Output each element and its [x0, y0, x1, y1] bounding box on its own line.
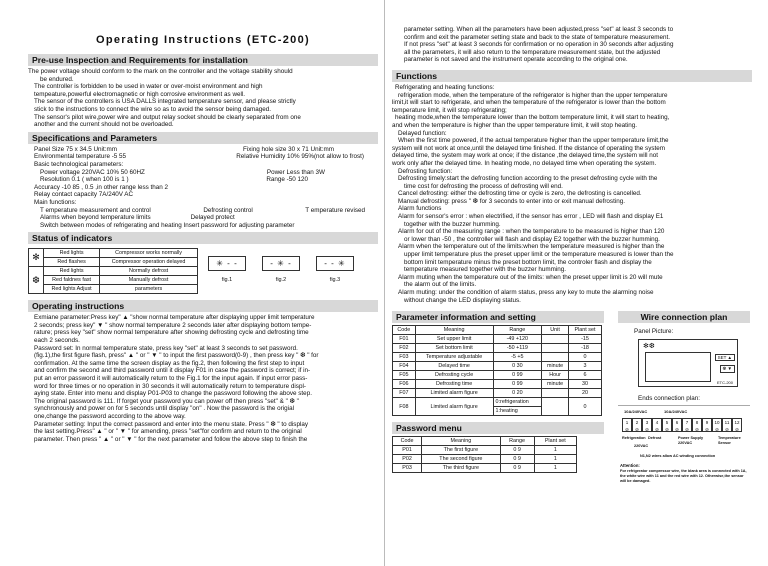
preuse-line: tempeature,powerful electromagnetic or high corrosive environment as well. — [34, 90, 246, 98]
terminal-label: 220VAC — [634, 444, 649, 449]
preuse-line: The sensor of the controllers is USA DALLS integrated temperature sensor, and please strictly — [34, 98, 296, 106]
column-header: Plant set — [569, 326, 602, 335]
table-cell: F02 — [393, 344, 416, 353]
table-row — [29, 249, 198, 258]
model-label: ETC-200 — [716, 379, 733, 385]
column-header: Code — [393, 437, 422, 446]
ends-diagram — [618, 405, 750, 494]
table-cell — [542, 389, 569, 398]
table-cell: F07 — [393, 389, 416, 398]
functions-heading: Functions — [392, 70, 752, 82]
functions-line: temperature measured together with the buzzer humming. — [404, 266, 567, 274]
table-cell: F08 — [393, 398, 416, 416]
operating-line: and confirm the second and third password until it display F01 in case the password is correct; if in- — [34, 367, 311, 375]
continuation-line: parameter is not saved and the instrument operate according to the original one. — [404, 56, 628, 64]
table-row — [393, 353, 602, 362]
terminal — [702, 418, 712, 432]
power: Power Less than 3W — [266, 168, 325, 176]
figure-1 — [208, 256, 246, 283]
table-cell: parameters — [100, 285, 198, 294]
table-cell: minute — [542, 362, 569, 371]
table-cell: F03 — [393, 353, 416, 362]
table-cell: Limited alarm figure — [415, 398, 493, 416]
table-cell: F04 — [393, 362, 416, 371]
functions-line: work only after the delayed time. In heating mode, no delayed time when operating the system. — [392, 159, 657, 167]
table-cell: F06 — [393, 380, 416, 389]
terminal-label: Defrost — [648, 436, 662, 441]
table-cell: The second figure — [422, 455, 500, 464]
screw-icon: ⊘ — [625, 427, 629, 433]
table-row — [393, 464, 577, 473]
function-item: Delayed protect — [190, 214, 235, 222]
lower-right — [392, 308, 752, 494]
table-row — [393, 380, 602, 389]
terminal — [652, 418, 662, 432]
accuracy: Accuracy -10 85 , 0.5 ,in other range less than 2 — [34, 183, 169, 191]
relay-capacity: Relay contact capacity 7A/240V AC — [34, 191, 134, 199]
functions-line: system will not work at once,until the delayed time finished. If the distance of operating the system — [392, 144, 666, 152]
terminal-number: 8 — [695, 420, 699, 426]
compressor-icon: ✻ — [29, 249, 44, 267]
param-area — [392, 308, 604, 494]
table-cell: Red lights — [44, 267, 100, 276]
screw-icon: ⊘ — [655, 427, 659, 433]
functions-line: Alarm for out of the measuring range : when the temperature to be measured is higher than 120 — [398, 228, 665, 236]
table-cell: Temperature adjustable — [415, 353, 493, 362]
defrost-down-button: ❆ ▼ — [720, 365, 735, 373]
functions-line: Refrigerating and heating functions: — [395, 83, 495, 91]
functions-line: bottom limit temperature minus the preset bottom limit, the controler flash and display the — [404, 258, 652, 266]
continuation-line: confirm and exit the parameter setting state and back to the state of temperature measurement. — [404, 33, 671, 41]
specs-body — [28, 146, 378, 230]
terminal — [732, 418, 742, 432]
continuation-line: parameter setting. When all the parameters have been adjusted,press "set" at least 3 seconds to — [404, 26, 674, 33]
wiring-note: N1,N2 wires allow AC winding connection — [640, 454, 716, 459]
table-cell: 1:heating — [493, 407, 542, 416]
humidity: Relative Humidity 10% 95%(not allow to frost) — [236, 153, 364, 161]
indicators-heading: Status of indicators — [28, 232, 378, 244]
terminal — [662, 418, 672, 432]
preuse-heading: Pre-use Inspection and Requirements for installation — [28, 54, 378, 66]
functions-line: Alarm when the temperature out of the limits:when the temperature measured is higher than the — [398, 243, 665, 251]
functions-line: Alarm muting when the temperature out of the limits: when the preset upper limit is 20 will mute — [398, 273, 663, 281]
params-heading: Parameter information and setting — [392, 311, 604, 323]
preuse-line: be endured. — [40, 75, 74, 83]
preuse-body — [28, 68, 378, 129]
functions-line: Cancel defrosting: either the defrosting time or cycle is zero, the defrosting is cancelled. — [398, 190, 642, 198]
screw-icon: ⊘ — [725, 427, 729, 433]
terminal-number: 11 — [724, 420, 730, 426]
table-cell: Delayed time — [415, 362, 493, 371]
table-cell: Defrosting cycle — [415, 371, 493, 380]
table-row — [29, 258, 198, 267]
right-continuation — [392, 26, 752, 64]
terminal-number: 9 — [705, 420, 709, 426]
terminal-strip — [622, 418, 742, 432]
table-cell: 0 99 — [493, 380, 542, 389]
functions-body — [392, 84, 752, 304]
table-row — [393, 371, 602, 380]
terminal-number: 10 — [714, 420, 720, 426]
screw-icon: ⊘ — [645, 427, 649, 433]
table-cell: Compressor operation delayed — [100, 258, 198, 267]
rating-label: 10A/240VAC — [624, 409, 648, 415]
figure-caption: fig.3 — [329, 277, 341, 284]
table-cell: 30 — [569, 380, 602, 389]
terminal — [712, 418, 722, 432]
indicators-table — [28, 248, 198, 294]
terminal-label: Temperature Sensor — [718, 436, 741, 445]
table-cell: Set bottom limit — [415, 344, 493, 353]
screw-icon: ⊘ — [735, 427, 739, 433]
operating-line: aying state. Enter into menu and display P01-P03 to change the password following the above step. — [34, 390, 312, 398]
functions-line: Delayed function: — [398, 129, 447, 137]
screw-icon: ⊘ — [665, 427, 669, 433]
figure-2 — [262, 256, 300, 283]
set-up-button: SET ▲ — [715, 354, 735, 361]
functions-line: Alarm functions — [398, 205, 442, 213]
attention-text: For refrigerator compressor wire, the blank area is connected with 1A, the white wire with 11 and the red wire with 12. Otherwise,the sensor will be damaged. — [620, 469, 747, 483]
fixing-hole: Fixing hole size 30 x 71 Unit:mm — [243, 145, 334, 153]
functions-line: time cost for defrosting the process of defrosting will end. — [404, 182, 563, 190]
column-header: Range — [493, 326, 542, 335]
functions-line: without change the LED displaying status. — [404, 296, 521, 304]
table-cell: 0 99 — [493, 371, 542, 380]
figure-caption: fig.1 — [221, 277, 233, 284]
display-figures — [208, 256, 354, 283]
preuse-line: The sensor's pilot wire,power wire and output relay socket should be clearly separated from one — [34, 113, 301, 121]
table-cell: Manually defrost — [100, 276, 198, 285]
table-cell: F05 — [393, 371, 416, 380]
table-cell: 0 9 — [500, 446, 534, 455]
display-window — [645, 352, 711, 382]
wiring-heading: Wire connection plan — [618, 311, 750, 323]
terminal-label: Refrigeration — [622, 436, 646, 441]
terminal-number: 1 — [625, 420, 629, 426]
defrost-icon: ❆ — [29, 267, 44, 294]
lcd-display: - - ✳ — [316, 256, 354, 271]
operating-line: the last setting.Press" ▲ " or " ▼ " for amending, press "set"for confirm and return to the original — [34, 428, 302, 436]
table-cell: 0 20 — [493, 389, 542, 398]
panel-size: Panel Size 75 x 34.5 Unit:mm — [34, 145, 117, 153]
preuse-line: The power voltage should conform to the mark on the controller and the voltage stability should — [28, 68, 293, 75]
table-cell — [542, 398, 569, 416]
table-cell: -18 — [569, 344, 602, 353]
figure-caption: fig.2 — [275, 277, 287, 284]
operating-line: word for three times or no operation in 30 seconds it will automatically return to temperature displ- — [34, 382, 306, 390]
table-cell: F01 — [393, 335, 416, 344]
params-table — [392, 325, 602, 416]
column-header: Code — [393, 326, 416, 335]
basic-params: Basic technological parameters: — [34, 160, 124, 168]
env-temp: Environmental temperature -5 55 — [34, 153, 127, 161]
operating-line: put an error password it will automatically return to the Fig.1 for the input again. If input error pass- — [34, 375, 308, 383]
functions-line: limit,it will start to refrigerate, and when the temperature of the refrigerator is lower than the bottom — [392, 99, 666, 107]
terminal-number: 3 — [645, 420, 649, 426]
resolution: Resolution 0.1 ( when 100 is 1 ) — [40, 176, 129, 184]
screw-icon: ⊘ — [715, 427, 719, 433]
terminal — [692, 418, 702, 432]
continuation-line: all the parameters, it will also return to the temperature measurement state, but the adjusted — [404, 48, 661, 56]
main-functions: Main functions: — [34, 198, 77, 206]
lcd-display: ✳ - - — [208, 256, 246, 271]
table-cell: 1 — [534, 455, 576, 464]
attention-label: Attention: — [620, 463, 640, 469]
table-row — [393, 335, 602, 344]
table-cell — [542, 353, 569, 362]
terminal-number: 2 — [635, 420, 639, 426]
table-cell: Hour — [542, 371, 569, 380]
operating-line: parameter. Then press " ▲ " or " ▼ " for the next parameter and follow the above step to finish the — [34, 435, 308, 443]
table-cell: Red faldnes fast — [44, 276, 100, 285]
specs-heading: Specifications and Parameters — [28, 132, 378, 144]
column-header: Meaning — [422, 437, 500, 446]
table-cell: 0 9 — [500, 455, 534, 464]
table-cell: Defrosting time — [415, 380, 493, 389]
terminal — [632, 418, 642, 432]
lcd-display: - ✳ - — [262, 256, 300, 271]
functions-line: Manual defrosting: press " ❆ for 3 seconds to enter into or exit manual defrosting. — [398, 197, 625, 205]
terminal-number: 4 — [655, 420, 659, 426]
rating-label: 10A/240VAC — [664, 409, 688, 415]
table-cell: Normally defrost — [100, 267, 198, 276]
password-heading: Password menu — [392, 422, 604, 434]
operating-body — [28, 314, 378, 443]
functions-line: the alarm out of the limits. — [404, 281, 477, 289]
table-cell: 3 — [569, 362, 602, 371]
operating-line: Exmiane parameter:Press key" ▲ "show normal temperature after displaying upper limit temperature — [34, 314, 315, 322]
figure-3 — [316, 256, 354, 283]
table-cell: Limited alarm figure — [415, 389, 493, 398]
table-row — [393, 455, 577, 464]
range: Range -50 120 — [266, 176, 308, 184]
functions-line: Defrosting function: — [398, 167, 453, 175]
terminal — [682, 418, 692, 432]
functions-line: Alarm muting: under the condition of alarm status, press any key to mute the alarming noise — [398, 289, 654, 296]
operating-line: synchronously and power on for 5 seconds until display "on" . Now the password is the origial — [34, 405, 294, 413]
functions-line: Defrosting timely:start the defrosting function according to the preset defrosting cycle with the — [398, 175, 658, 183]
operating-line: rature; press key "set" show normal temperature after showing defrosting cycle and defrosting time — [34, 329, 309, 337]
terminal — [722, 418, 732, 432]
column-header: Plant set — [534, 437, 576, 446]
terminal-number: 5 — [665, 420, 669, 426]
table-header-row — [393, 326, 602, 335]
function-item: T emperature measurement and control — [40, 206, 151, 214]
table-cell: 0 — [569, 353, 602, 362]
operating-line: confirmation. At the same time the screen display as the fig.2, then following the first step to input — [34, 359, 305, 367]
left-column — [28, 0, 378, 566]
functions-line: upper limit temperature plus the preset upper limit or the temperature measured is lower than the — [404, 251, 674, 259]
function-item: Defrosting control — [203, 206, 253, 214]
table-cell: 6 — [569, 371, 602, 380]
table-row — [29, 276, 198, 285]
table-row — [29, 267, 198, 276]
functions-line: heating mode,when the temperature lower than the bottom temperature limit, it will start to heating, — [395, 114, 670, 122]
screw-icon: ⊘ — [635, 427, 639, 433]
table-cell: -50 +119 — [493, 344, 542, 353]
table-cell: -5 +5 — [493, 353, 542, 362]
table-cell — [542, 344, 569, 353]
table-row — [393, 344, 602, 353]
functions-line: together with the buzzer humming. — [404, 220, 501, 228]
column-header: Unit — [542, 326, 569, 335]
page-title: Operating Instructions (ETC-200) — [96, 34, 310, 46]
table-cell: -49 +120 — [493, 335, 542, 344]
screw-icon: ⊘ — [695, 427, 699, 433]
ends-label: Ends connection plan: — [638, 394, 700, 402]
terminal-number: 6 — [675, 420, 679, 426]
table-cell: 1 — [534, 464, 576, 473]
operating-line: (fig.1),the first figure flash, press" ▲ " or " ▼ " to input the first password(0-9) , then press key " ❆ " for — [34, 352, 319, 360]
table-cell: 0 30 — [493, 362, 542, 371]
function-item: Alarms when beyond temperature limits — [40, 214, 151, 222]
right-column — [392, 0, 752, 566]
indicator-icons: ✻❆ — [643, 342, 655, 350]
table-cell: -15 — [569, 335, 602, 344]
table-cell — [542, 335, 569, 344]
power-voltage: Power voltage 220VAC 10% 50 60HZ — [40, 168, 145, 176]
operating-line: each 2 seconds. — [34, 337, 80, 345]
table-row — [393, 389, 602, 398]
table-cell: Set upper limit — [415, 335, 493, 344]
function-item: T emperature revised — [305, 206, 365, 214]
column-header: Meaning — [415, 326, 493, 335]
terminal-number: 12 — [734, 420, 740, 426]
wiring-area — [618, 308, 750, 494]
terminal — [622, 418, 632, 432]
preuse-line: stick to the instructions to connect the wire so as to avoid the sensor being damaged. — [34, 105, 271, 113]
operating-line: one,change the password according to the above way. — [34, 413, 186, 420]
preuse-line: The controller is forbidden to be used in water or over-moist environment and high — [34, 83, 263, 91]
operating-line: 2 seconds; press key" ▼ " show normal temperature 2 seconds later after displaying bottom tempe- — [34, 321, 312, 329]
functions-line: Alarm for sensor's error : when electrified, if the sensor has error , LED will flash and display E1 — [398, 213, 664, 221]
screw-icon: ⊘ — [675, 427, 679, 433]
table-header-row — [393, 437, 577, 446]
table-cell: 0 — [569, 398, 602, 416]
screw-icon: ⊘ — [685, 427, 689, 433]
functions-line: refrigeration mode, when the temperature of the refrigerator is higher than the upper temperature — [398, 91, 668, 99]
preuse-line: another and the current should not be overloaded. — [34, 121, 174, 129]
table-cell: 0:refrigeration — [493, 398, 542, 407]
table-cell: Red lights — [44, 249, 100, 258]
table-row — [393, 398, 602, 407]
column-header: Range — [500, 437, 534, 446]
table-cell: 1 — [534, 446, 576, 455]
indicators-section — [28, 248, 378, 294]
table-cell: The third figure — [422, 464, 500, 473]
table-cell: 0 9 — [500, 464, 534, 473]
terminal-number: 7 — [685, 420, 689, 426]
functions-line: and when the temperature is higher than the upper temperature limit, it will stop heating. — [392, 121, 638, 129]
table-cell: 20 — [569, 389, 602, 398]
panel-picture — [638, 339, 738, 387]
table-cell: The first figure — [422, 446, 500, 455]
password-table — [392, 436, 577, 473]
operating-heading: Operating instructions — [28, 300, 378, 312]
functions-line: When the first time powered, if the actual temperature higher than the upper temperature limit,the — [398, 137, 669, 145]
terminal — [672, 418, 682, 432]
table-cell: P01 — [393, 446, 422, 455]
terminal — [642, 418, 652, 432]
table-row — [29, 285, 198, 294]
table-cell: Red flashes — [44, 258, 100, 267]
table-row — [393, 362, 602, 371]
table-row — [393, 446, 577, 455]
functions-line: delayed time, the system may work at once; if the distance ,the delayed time,the system will not — [392, 152, 658, 160]
table-cell: P03 — [393, 464, 422, 473]
table-cell: P02 — [393, 455, 422, 464]
terminal-label: Power Supply 220VAC — [678, 436, 704, 445]
function-item: Switch between modes of refrigerating and heating Insert password for adjusting parameter — [40, 221, 295, 229]
table-cell: minute — [542, 380, 569, 389]
functions-line: or lower than -50 , the controller will flash and display E2 together with the buzzer humming. — [404, 235, 660, 243]
table-cell: Red lights Adjust — [44, 285, 100, 294]
functions-line: temperature limit, it will stop refrigerating; — [392, 106, 507, 114]
table-cell: Compressor works normally — [100, 249, 198, 258]
panel-label: Panel Picture: — [634, 328, 674, 336]
operating-line: Password set: In normal temperature state, press key "set" at least 3 seconds to set password. — [34, 344, 298, 352]
screw-icon: ⊘ — [705, 427, 709, 433]
operating-line: Parameter setting: Input the correct password and enter into the menu state. Press " ❆ " to display — [34, 420, 309, 428]
operating-line: The original password is 111. If forget your password you can power off then press "set" & " ❆ " — [34, 397, 299, 405]
column-divider — [384, 0, 385, 566]
continuation-line: If not press "set" at least 3 seconds for confirmation or no operation in 30 seconds after adjusting — [404, 41, 674, 49]
